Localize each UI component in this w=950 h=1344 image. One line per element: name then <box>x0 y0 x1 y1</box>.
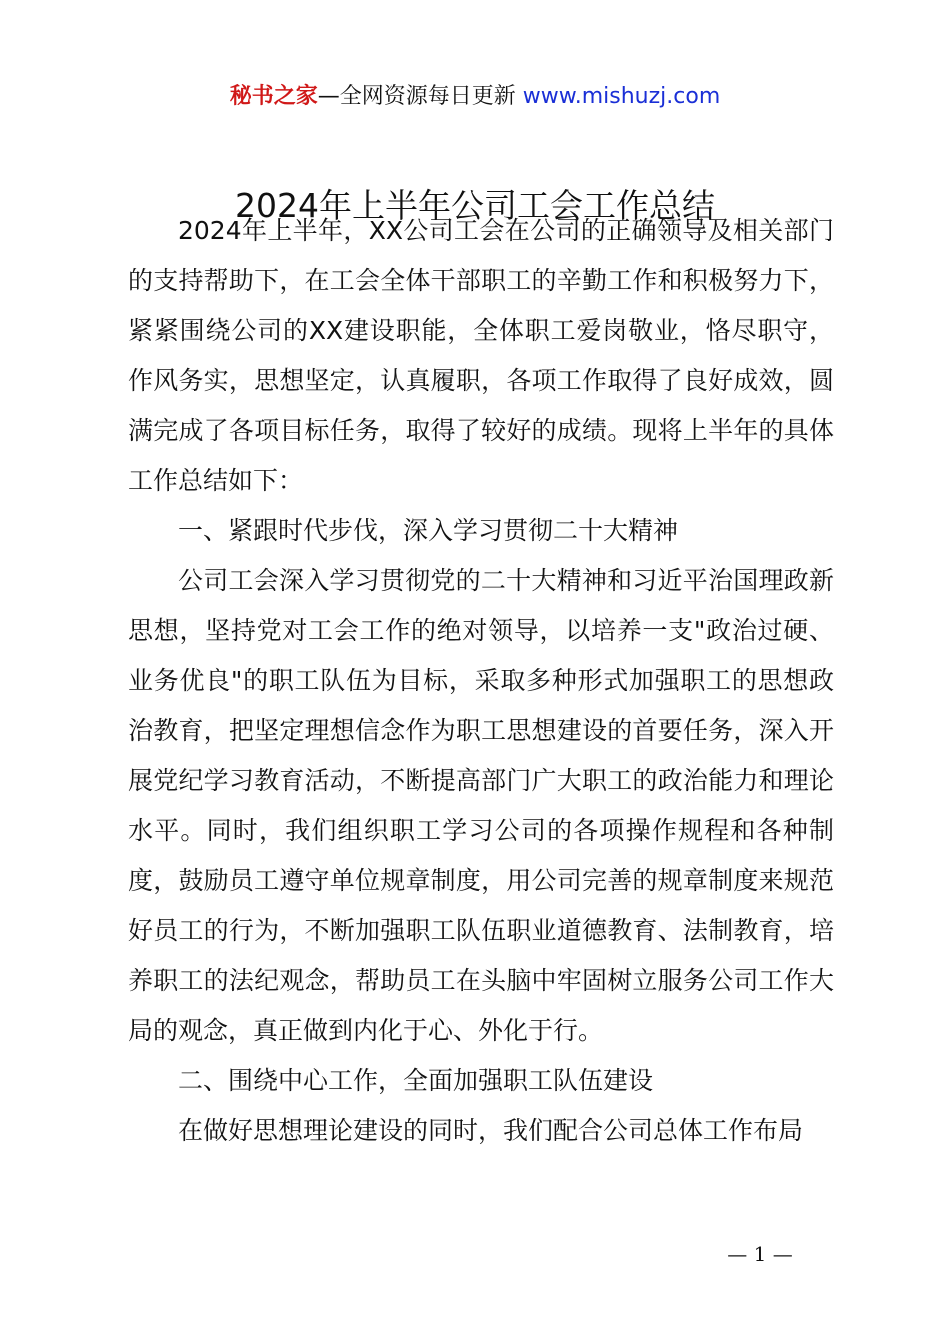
section-2-paragraph: 在做好思想理论建设的同时，我们配合公司总体工作布局 <box>178 1116 804 1145</box>
site-header <box>0 80 950 114</box>
brand-name: 秘书之家 <box>229 84 318 109</box>
page-number: — 1 — <box>727 1242 793 1266</box>
document-body <box>128 206 834 1156</box>
header-tagline: —全网资源每日更新 <box>317 84 523 109</box>
section-2-heading: 二、围绕中心工作，全面加强职工队伍建设 <box>178 1066 654 1095</box>
intro-paragraph: 2024年上半年，XX公司工会在公司的正确领导及相关部门的支持帮助下，在工会全体干部职工的辛勤工作和积极努力下，紧紧围绕公司的XX建设职能，全体职工爱岗敬业，恪尽职守，作风务实，思想坚定，认真履职，各项工作取得了良好成效，圆满完成了各项目标任务，取得了较好的成绩。现将上半年的具体工作总结如下： <box>128 216 834 495</box>
document-title: 2024年上半年公司工会工作总结 <box>235 186 715 225</box>
site-url-link[interactable]: www.mishuzj.com <box>522 84 721 109</box>
section-1-heading: 一、紧跟时代步伐，深入学习贯彻二十大精神 <box>178 516 679 545</box>
section-1-paragraph: 公司工会深入学习贯彻党的二十大精神和习近平治国理政新思想，坚持党对工会工作的绝对领导，以培养一支"政治过硬、业务优良"的职工队伍为目标，采取多种形式加强职工的思想政治教育，把坚定理想信念作为职工思想建设的首要任务，深入开展党纪学习教育活动，不断提高部门广大职工的政治能力和理论水平。同时，我们组织职工学习公司的各项操作规程和各种制度，鼓励员工遵守单位规章制度，用公司完善的规章制度来规范好员工的行为，不断加强职工队伍职业道德教育、法制教育，培养职工的法纪观念，帮助员工在头脑中牢固树立服务公司工作大局的观念，真正做到内化于心、外化于行。 <box>128 566 834 1045</box>
